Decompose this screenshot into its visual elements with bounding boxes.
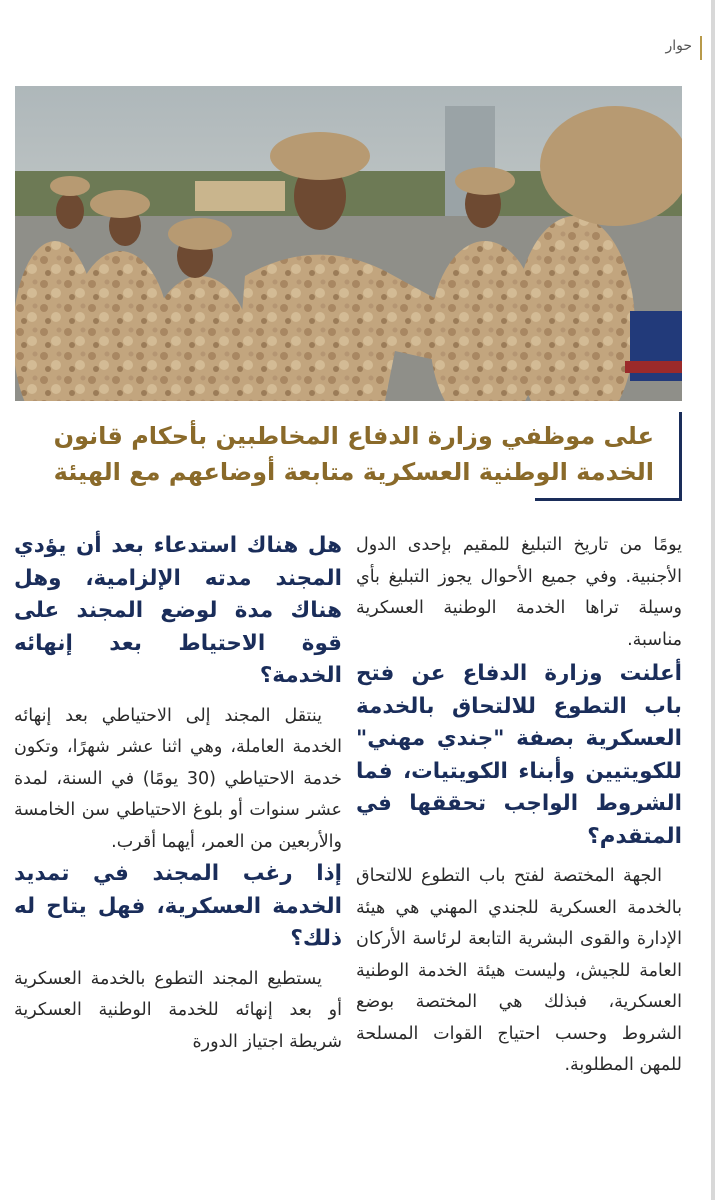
- headline-underline: [535, 498, 682, 501]
- left-paragraph-2: يستطيع المجند التطوع بالخدمة العسكرية أو بعد إنهائه للخدمة الوطنية العسكرية شريطة اجتياز الدورة: [14, 968, 342, 1052]
- right-paragraph-1: يومًا من تاريخ التبليغ للمقيم بإحدى الدول الأجنبية. وفي جميع الأحوال يجوز التبليغ بأي وسيلة تراها الخدمة الوطنية العسكرية مناسبة.: [356, 535, 682, 650]
- headline: [15, 412, 682, 502]
- hero-photo: [15, 86, 682, 401]
- right-column: [356, 530, 682, 1082]
- section-divider: [700, 36, 702, 60]
- left-question-1: هل هناك استدعاء بعد أن يؤدي المجند مدته الإلزامية، وهل هناك مدة لوضع المجند على قوة الاحتياط بعد إنهائه الخدمة؟: [14, 533, 342, 688]
- headline-text: على موظفي وزارة الدفاع المخاطبين بأحكام قانون الخدمة الوطنية العسكرية متابعة أوضاعهم مع الهيئة: [53, 422, 654, 486]
- left-paragraph-1: ينتقل المجند إلى الاحتياطي بعد إنهائه الخدمة العاملة، وهي اثنا عشر شهرًا، وتكون خدمة الاحتياطي (30 يومًا) في السنة، لمدة عشر سنوات أو بلوغ الاحتياطي سن الخامسة والأربعين من العمر، أيهما أقرب.: [14, 705, 342, 852]
- section-label: [640, 36, 702, 60]
- right-paragraph-2: الجهة المختصة لفتح باب التطوع للالتحاق بالخدمة العسكرية للجندي المهني هي هيئة الإدارة والقوى البشرية التابعة لرئاسة الأركان العامة للجيش، وليست هيئة الخدمة الوطنية العسكرية، فبذلك هي المختصة بوضع الشروط وحسب احتياج القوات المسلحة للمهن المطلوبة.: [356, 866, 682, 1075]
- section-label-text: حوار: [665, 38, 692, 54]
- right-question-1: أعلنت وزارة الدفاع عن فتح باب التطوع للالتحاق بالخدمة العسكرية بصفة "جندي مهني" للكويتيين وأبناء الكويتيات، فما الشروط الواجب تحققها في المتقدم؟: [356, 661, 682, 849]
- left-question-2: إذا رغب المجند في تمديد الخدمة العسكرية، فهل يتاح له ذلك؟: [14, 861, 342, 951]
- left-column: [14, 530, 342, 1058]
- photo-recruits-marching-icon: [15, 86, 682, 401]
- page-edge: [711, 0, 715, 1200]
- headline-accent-bar: [679, 412, 682, 500]
